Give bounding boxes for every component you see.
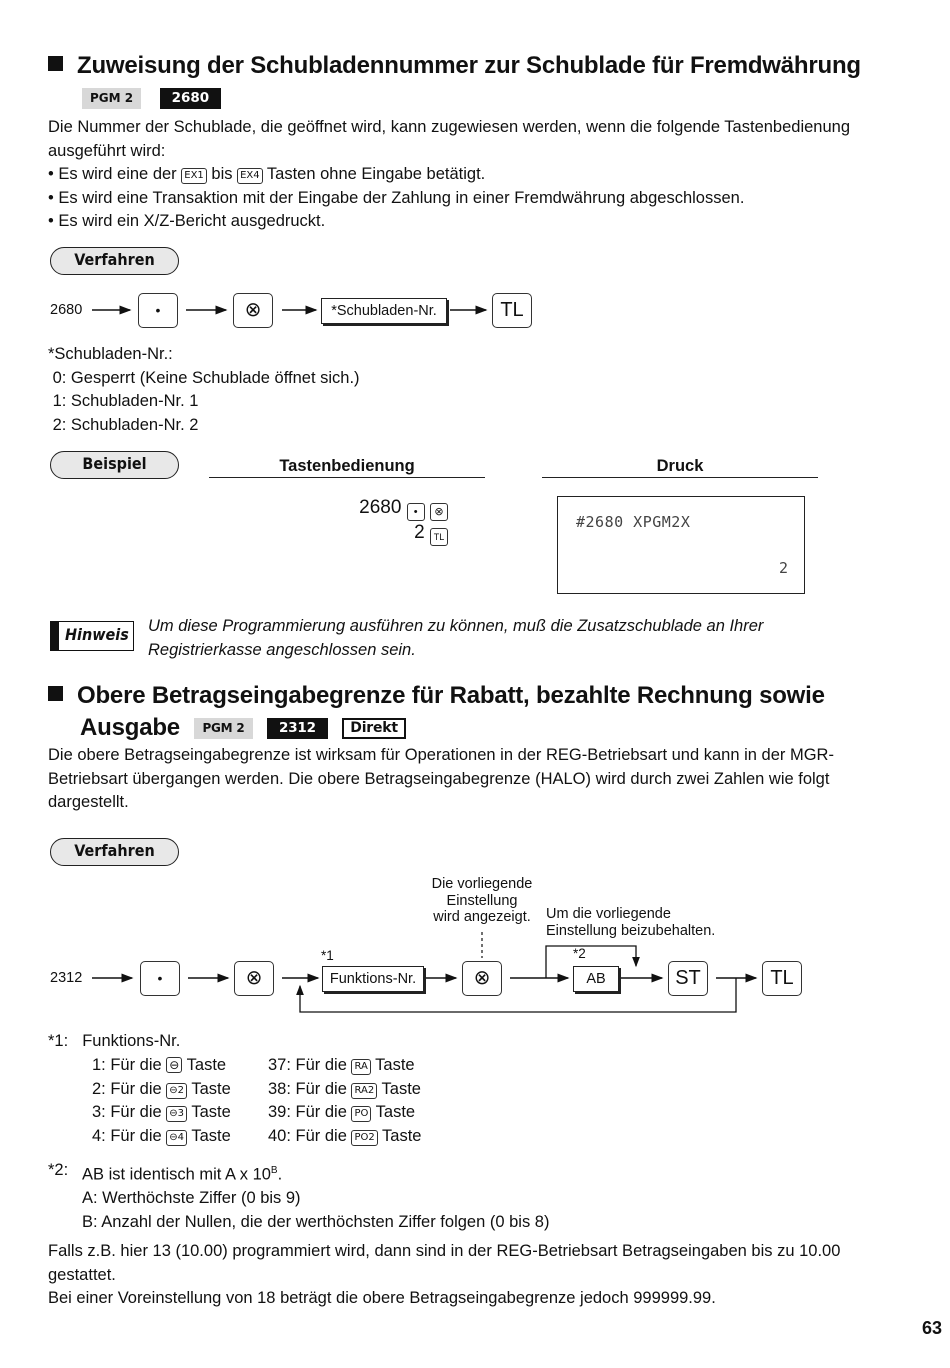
- ex1-key-icon: EX1: [181, 168, 207, 184]
- footnote-2-body: AB ist identisch mit A x $10^B$. A: Werthöchste Ziffer (0 bis 9) B: Anzahl der Nullen, die der werthöchsten Ziffer folgen (0 bis 8): [82, 1165, 550, 1231]
- flow2-start-code: 2312: [50, 970, 83, 986]
- drawer-number-box: *Schubladen-Nr.: [321, 298, 447, 324]
- pgm-tag: PGM 2: [194, 718, 252, 739]
- closing-paragraph: Falls z.B. hier 13 (10.00) programmiert wird, dann sind in der REG-Betriebsart Betragseingaben bis zu 10.00 gestattet. Bei einer Voreinstellung von 18 beträgt die obere Betragseingabegrenze jedoch 999999.99.: [48, 1242, 841, 1307]
- list-item: 1: Für die ⊖ Taste: [92, 1056, 227, 1074]
- current-setting-label: Die vorliegende Einstellung wird angezeigt.: [431, 876, 533, 925]
- function-list-left: [92, 1054, 231, 1148]
- keep-setting-label: Um die vorliegende Einstellung beizubehalten.: [546, 906, 716, 939]
- ra2-key-icon: RA2: [351, 1083, 377, 1099]
- minus-key-icon: ⊖: [166, 1057, 182, 1073]
- multiply-key-2: ⊗: [462, 961, 502, 996]
- multiply-key: ⊗: [233, 293, 273, 328]
- footnote-2-head: *2:: [48, 1161, 69, 1179]
- bullet-report: • Es wird ein X/Z-Bericht ausgedruckt.: [48, 212, 326, 230]
- list-item: 39: Für die PO Taste: [268, 1103, 416, 1121]
- ra-key-icon: RA: [351, 1059, 370, 1075]
- footnote-mark-1: *1: [321, 948, 334, 963]
- ab-value-box: AB: [573, 966, 619, 992]
- tl-key-icon: TL: [430, 528, 448, 546]
- tl-key: TL: [492, 293, 532, 328]
- multiply-key: ⊗: [234, 961, 274, 996]
- minus2-key-icon: ⊖2: [166, 1083, 187, 1099]
- bullet-ex-keys: • Es wird eine der EX1 bis EX4 Tasten ohne Eingabe betätigt.: [48, 165, 486, 183]
- st-key: ST: [668, 961, 708, 996]
- po2-key-icon: PO2: [351, 1130, 377, 1146]
- footnote-mark-2: *2: [573, 946, 586, 961]
- function-number-box: Funktions-Nr.: [322, 966, 424, 992]
- function-list-right: [268, 1054, 421, 1148]
- hinweis-badge: Hinweis: [50, 621, 134, 651]
- section2-title: Obere Betragseingabegrenze für Rabatt, bezahlte Rechnung sowie: [48, 682, 825, 710]
- job-code-tag: 2312: [267, 718, 328, 739]
- direkt-tag: Direkt: [342, 718, 406, 739]
- page-number: 63: [922, 1318, 943, 1338]
- list-item: 4: Für die ⊖4 Taste: [92, 1126, 231, 1145]
- minus3-key-icon: ⊖3: [166, 1106, 187, 1122]
- receipt-value: 2: [778, 559, 788, 577]
- section2-title-line2: Ausgabe PGM 2 2312 Direkt: [80, 714, 406, 742]
- key-operation-header: Tastenbedienung: [209, 457, 485, 478]
- minus4-key-icon: ⊖4: [166, 1130, 187, 1146]
- example-key-sequence: 2680 • ⊗ 2 TL: [338, 496, 448, 546]
- tl-key: TL: [762, 961, 802, 996]
- drawer-number-notes: *Schubladen-Nr.: 0: Gesperrt (Keine Schublade öffnet sich.) 1: Schubladen-Nr. 1 2: Schubladen-Nr. 2: [48, 345, 360, 434]
- decimal-point-key-icon: •: [407, 503, 425, 521]
- list-item: 40: Für die PO2 Taste: [268, 1126, 422, 1145]
- list-item: 2: Für die ⊖2 Taste: [92, 1079, 231, 1098]
- list-item: 37: Für die RA Taste: [268, 1056, 415, 1074]
- section1-title: Zuweisung der Schubladennummer zur Schublade für Fremdwährung: [48, 52, 861, 80]
- ex4-key-icon: EX4: [237, 168, 263, 184]
- multiply-key-icon: ⊗: [430, 503, 448, 521]
- flow1-start-code: 2680: [50, 302, 83, 318]
- job-code-tag: 2680: [160, 88, 222, 109]
- pgm-tag: PGM 2: [82, 88, 141, 109]
- po-key-icon: PO: [351, 1106, 371, 1122]
- decimal-point-key: •: [138, 293, 178, 328]
- hinweis-text: Um diese Programmierung ausführen zu können, muß die Zusatzschublade an Ihrer Registrierkasse angeschlossen sein.: [148, 617, 764, 659]
- decimal-point-key: •: [140, 961, 180, 996]
- beispiel-label: Beispiel: [50, 451, 179, 479]
- bullet-foreign-currency: • Es wird eine Transaktion mit der Eingabe der Zahlung in einer Fremdwährung abgeschlossen.: [48, 188, 745, 207]
- list-item: 38: Für die RA2 Taste: [268, 1079, 421, 1098]
- print-header: Druck: [542, 457, 818, 478]
- verfahren-label: Verfahren: [50, 838, 179, 866]
- footnote-1-head: *1: Funktions-Nr.: [48, 1032, 181, 1050]
- list-item: 3: Für die ⊖3 Taste: [92, 1103, 231, 1121]
- receipt-header-line: #2680 XPGM2X: [576, 513, 691, 531]
- section2-intro: Die obere Betragseingabegrenze ist wirksam für Operationen in der REG-Betriebsart und kann in der MGR- Betriebsart übergangen werden. Die obere Betragseingabegrenze (HALO) wird durch zwei Zahlen wie folgt dargestellt.: [48, 746, 834, 811]
- section1-intro: Die Nummer der Schublade, die geöffnet wird, kann zugewiesen werden, wenn die folgende Tastenbedienung ausgeführt wird: • Es wird eine der EX1 bis EX4 Tasten ohne Eingabe betätigt. • Es wird eine Transaktion mit der Eingabe der Zahlung in einer Fremdwährung abgeschlossen. • Es wird ein X/Z-Bericht ausgedruckt.: [48, 116, 928, 234]
- verfahren-label: Verfahren: [50, 247, 179, 275]
